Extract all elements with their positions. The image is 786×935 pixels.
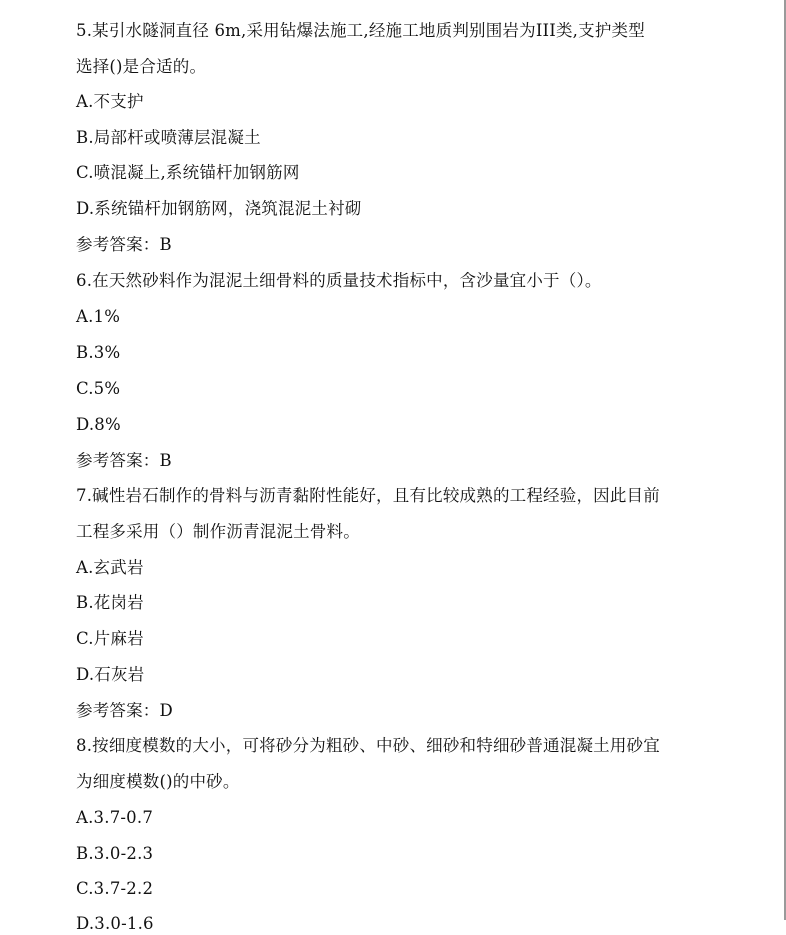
question-8-option-c: C.3.7-2.2: [76, 879, 154, 898]
question-6-option-b: B.3%: [76, 343, 121, 362]
question-8-stem-line-2: 为细度模数()的中砂。: [76, 772, 240, 791]
question-7-option-c: C.片麻岩: [76, 629, 144, 648]
question-6-option-c: C.5%: [76, 379, 121, 398]
question-7-answer: 参考答案：D: [76, 701, 173, 720]
question-8-option-a: A.3.7-0.7: [76, 808, 154, 827]
question-5-option-b: B.局部杆或喷薄层混凝土: [76, 128, 261, 147]
question-5-stem-line-2: 选择()是合适的。: [76, 57, 207, 76]
question-7-stem-line-1: 7.碱性岩石制作的骨料与沥青黏附性能好，且有比较成熟的工程经验，因此目前: [76, 486, 660, 505]
question-7-option-d: D.石灰岩: [76, 665, 145, 684]
question-5-option-d: D.系统锚杆加钢筋网，浇筑混泥土衬砌: [76, 199, 362, 218]
question-5-stem-line-1: 5.某引水隧洞直径 6m,采用钻爆法施工,经施工地质判别围岩为III类,支护类型: [76, 21, 645, 40]
question-8-stem-line-1: 8.按细度模数的大小，可将砂分为粗砂、中砂、细砂和特细砂普通混凝土用砂宜: [76, 736, 660, 755]
question-8-option-b: B.3.0-2.3: [76, 844, 154, 863]
question-8-option-d: D.3.0-1.6: [76, 914, 154, 933]
question-6-option-d: D.8%: [76, 415, 121, 434]
question-6-stem-line-1: 6.在天然砂料作为混泥土细骨料的质量技术指标中，含沙量宜小于（）。: [76, 271, 602, 290]
question-6-option-a: A.1%: [76, 307, 121, 326]
question-7-stem-line-2: 工程多采用（）制作沥青混泥土骨料。: [76, 522, 360, 541]
question-5-answer: 参考答案：B: [76, 235, 172, 254]
question-7-option-a: A.玄武岩: [76, 558, 144, 577]
question-5-option-c: C.喷混凝上,系统锚杆加钢筋网: [76, 163, 300, 182]
question-6-answer: 参考答案：B: [76, 451, 172, 470]
question-7-option-b: B.花岗岩: [76, 593, 144, 612]
question-5-option-a: A.不支护: [76, 92, 144, 111]
